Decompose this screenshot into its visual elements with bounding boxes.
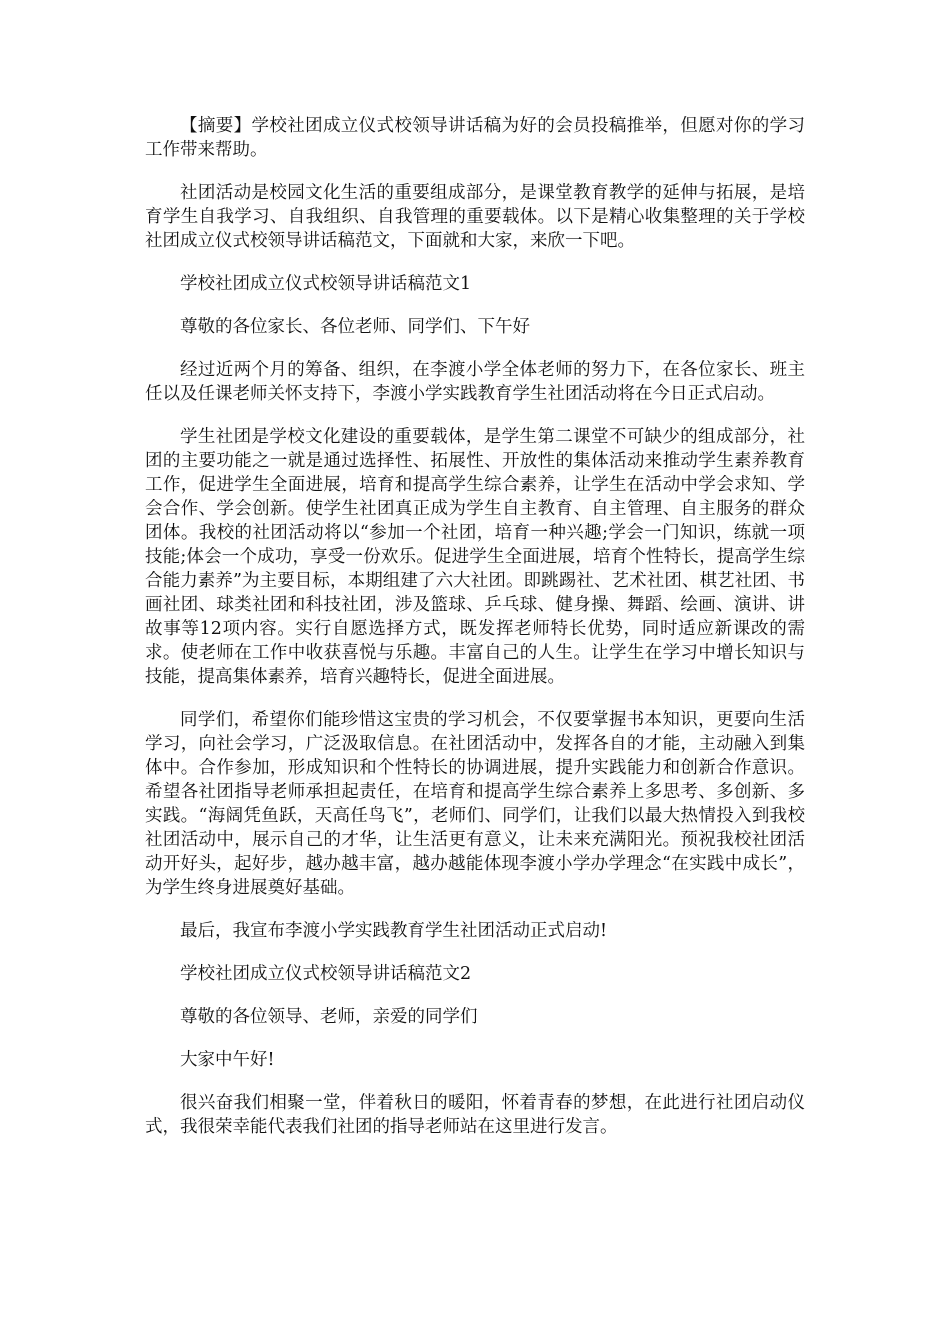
document-body — [145, 114, 805, 1158]
section-heading-2: 学校社团成立仪式校领导讲话稿范文2 — [180, 964, 472, 984]
abstract-paragraph: 【摘要】学校社团成立仪式校领导讲话稿为好的会员投稿推举，但愿对你的学习工作带来帮助。 — [145, 116, 805, 160]
body-paragraph: 同学们，希望你们能珍惜这宝贵的学习机会，不仅要掌握书本知识，更要向生活学习，向社会学习，广泛汲取信息。在社团活动中，发挥各自的才能，主动融入到集体中。合作参加，形成知识和个性特长的协调进展，提升实践能力和创新合作意识。希望各社团指导老师承担起责任，在培育和提高学生综合素养上多思考、多创新、多实践。“海阔凭鱼跃，天高任鸟飞”，老师们、同学们，让我们以最大热情投入到我校社团活动中，展示自己的才华，让生活更有意义，让未来充满阳光。预祝我校社团活动开好头，起好步，越办越丰富，越办越能体现李渡小学办学理念“在实践中成长”，为学生终身进展奠好基础。 — [145, 710, 805, 898]
closing-paragraph: 最后，我宣布李渡小学实践教育学生社团活动正式启动! — [180, 921, 608, 941]
greeting-paragraph-1: 尊敬的各位家长、各位老师、同学们、下午好 — [180, 317, 530, 337]
intro-paragraph: 社团活动是校园文化生活的重要组成部分，是课堂教育教学的延伸与拓展，是培育学生自我学习、自我组织、自我管理的重要载体。以下是精心收集整理的关于学校社团成立仪式校领导讲话稿范文，下面就和大家，来欣一下吧。 — [145, 183, 805, 251]
section-heading-1: 学校社团成立仪式校领导讲话稿范文1 — [180, 274, 472, 294]
greeting-paragraph-2: 尊敬的各位领导、老师，亲爱的同学们 — [180, 1007, 478, 1027]
body-paragraph: 经过近两个月的筹备、组织，在李渡小学全体老师的努力下，在各位家长、班主任以及任课老师关怀支持下，李渡小学实践教育学生社团活动将在今日正式启动。 — [145, 360, 805, 404]
body-paragraph: 学生社团是学校文化建设的重要载体，是学生第二课堂不可缺少的组成部分，社团的主要功能之一就是通过选择性、拓展性、开放性的集体活动来推动学生素养教育工作，促进学生全面进展，培育和提高学生综合素养，让学生在活动中学会求知、学会合作、学会创新。使学生社团真正成为学生自主教育、自主管理、自主服务的群众团体。我校的社团活动将以“参加一个社团，培育一种兴趣;学会一门知识，练就一项技能;体会一个成功，享受一份欢乐。促进学生全面进展，培育个性特长，提高学生综合能力素养”为主要目标，本期组建了六大社团。即跳踢社、艺术社团、棋艺社团、书画社团、球类社团和科技社团，涉及篮球、乒乓球、健身操、舞蹈、绘画、演讲、讲故事等12项内容。实行自愿选择方式，既发挥老师特长优势，同时适应新课改的需求。使老师在工作中收获喜悦与乐趣。丰富自己的人生。让学生在学习中增长知识与技能，提高集体素养，培育兴趣特长，促进全面进展。 — [145, 427, 805, 687]
body-paragraph: 很兴奋我们相聚一堂，伴着秋日的暖阳，怀着青春的梦想，在此进行社团启动仪式，我很荣幸能代表我们社团的指导老师站在这里进行发言。 — [145, 1093, 805, 1137]
greeting-paragraph-3: 大家中午好! — [180, 1050, 275, 1070]
